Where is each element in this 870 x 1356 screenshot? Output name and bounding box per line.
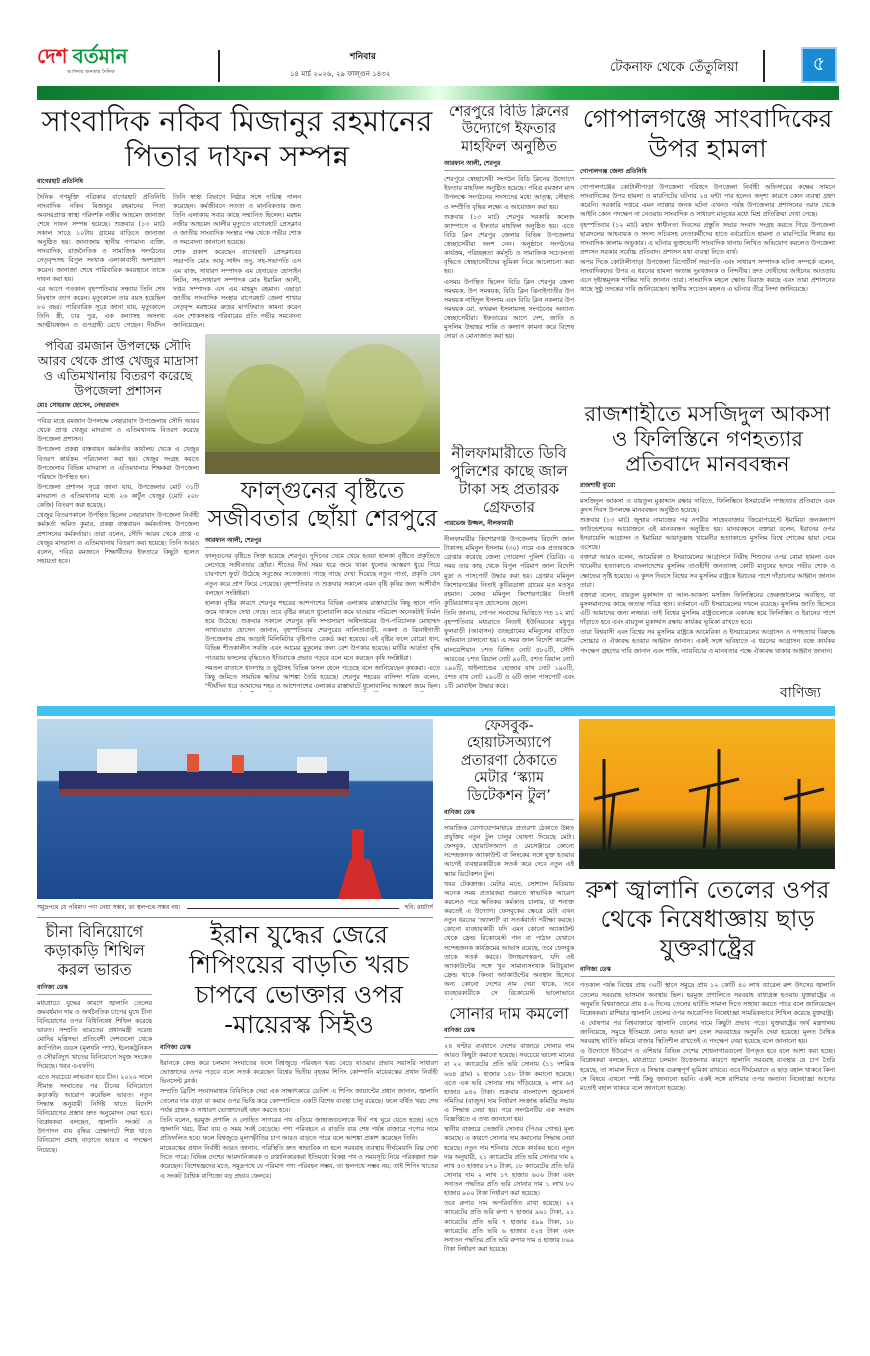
paragraph: উপজেলা প্রকল্প বাস্তবায়ন কর্মকর্তার কার্যালয় থেকে এ খেজুর বিতরণ কার্যক্রম পরিচালনা করা হয়। খেজুর সংগ্রহ করতে উপজেলার বিভিন্ন মাদরাসা ও এতিমখানার শিক্ষকরা উপজেলা পরিষদে উপস্থিত হন। — [37, 446, 199, 481]
article-body-gold — [444, 1042, 574, 1340]
headline-china: চীনা বিনিয়োগে কড়াকড়ি শিথিল করল ভারত — [44, 922, 145, 980]
paragraph: গোপালগঞ্জের কোটালীপাড়া উপজেলা পরিষদে উপজেলা নির্বাহী অফিসারের কক্ষের সামনে সাংবাদিকের উপর হামলা ও মারপিটের ঘটনার ২৪ ঘন্টা পার হলেও অদৃশ্য কারণে কোন ব্যবস্থা গ্রহণ করেনি। সরকারি দপ্তরে এমন ন্যাক্কার জনক ঘটনা এখনও পর্যন্ত উপজেলার প্রশাসনের তরফ থেকে আইনি কোন পদক্ষেপ না নেওয়ায় সাংবাদিক ও সাধারণ মানুষের মধ্যে মিশ্র প্রতিক্রিয়া দেখা গেছে। — [580, 184, 835, 219]
headline-iftar: শেরপুরে বিডি ক্লিনের উদ্যোগে ইফতার মাহফিল অনুষ্ঠিত — [448, 104, 570, 155]
paragraph: মসজিদুল আকসা ও বায়তুল মুকাদ্দাস রক্ষার দাবিতে, ফিলিস্তিনে ইসরায়েলি গণহত্যার প্রতিবাদে এবং কুদস দিবস উপলক্ষে মানববন্ধন অনুষ্ঠিত হয়েছে। — [580, 497, 835, 514]
paragraph: খবর টেকক্রাঞ্চ। মেটার মতে, সোশ্যাল মিডিয়ায় অনেক সময় প্রতারকরা শুরুতে স্বাভাবিক আচরণ করলেও পরে ক্ষতিকর কর্মকাণ্ড চালায়, যা শনাক্ত করতেই এ উদ্যোগ। ফেসবুকের ক্ষেত্রে মেটা এখন নতুন ধরনের 'অ্যালার্ট' বা সতর্কবার্তা পরীক্ষা করছে। কোনো ব্যবহারকারী যদি এমন কোনো অ্যাকাউন্ট থেকে ফ্রেন্ড রিকোয়েস্ট পান বা পাঠান যেখানে সন্দেহজনক কার্যক্রমের আভাস রয়েছে, তবে ফেসবুক তাকে সতর্ক করবে। উদাহরণস্বরূপ, যদি ওই অ্যাকাউন্টের সঙ্গে খুব সামান্যসংখ্যক মিউচুয়াল ফ্রেন্ড থাকে কিংবা অ্যাকাউন্টের অবস্থান হিসেবে অন্য কোনো দেশের নাম দেয়া থাকে, তবে ব্যবহারকারীকে সে রিকোয়েস্ট ভালোভাবে — [444, 880, 574, 998]
headline-dates: পবিত্র রমজান উপলক্ষে সৌদি আরব থেকে প্রাপ্ত খেজুর মাদ্রাসা ও এতিমখানায় বিতরণ করেছে উপজেলা প্রশাসন — [37, 338, 199, 398]
paragraph: ইরানকে কেন্দ্র করে চলমান সংঘাতের ফলে বিশ্বজুড়ে পরিবহন খরচ বেড়ে যাওয়ার প্রভাব সরাসরি সাধারণ ভোক্তাদের ওপর পড়বে বলে সতর্ক করেছেন বিশ্বের দ্বিতীয় বৃহত্তম শিপিং কোম্পানি মায়েরস্কের প্রধান নির্বাহী ভিনসেন্ট ক্লার্ক। — [160, 1060, 438, 1086]
paragraph: নীলফামারীর কিশোরগঞ্জ উপজেলায় বিদেশি জাল টাকাসহ মমিনুল ইসলাম (৩০) নামে এক প্রতারককে গ্রেপ্তার করেছে জেলা গোয়েন্দা পুলিশ (ডিবি)। এ সময় তার কাছ থেকে বিপুল পরিমাণ জাল বিদেশি মুদ্রা ও পাসপোর্ট উদ্ধার করা হয়। গ্রেপ্তার মমিনুল কিশোরগঞ্জের নিতাই কুটিরডাঙ্গা গ্রামের মৃত মতসুর রহমান। মেজর মমিনুল কিশোরগঞ্জের নিতাই কুটিরডাঙ্গার মৃত হোসেনের ছেলে। — [444, 536, 574, 607]
article-body-nakib — [37, 193, 437, 332]
headline-nilphamari: নীলফামারীতে ডিবি পুলিশের কাছে জাল টাকা সহ প্রতারক গ্রেফতার — [450, 444, 568, 516]
trees-illustration — [205, 334, 440, 474]
paragraph: তিনি জানায়, গোপন সংবাদের ভিত্তিতে গত ১২ মার্চ বৃহস্পতিবার মধ্যরাতে নিতাই ইউনিয়নের মধুপুর ফুলবাড়ী (আবাসন) গুচ্ছগ্রামের মমিনুলের বাড়িতে অভিযান চালানো হয়। এ সময় জাল বিদেশি কারেন্সি মালয়েশিয়ান ১শত রিঙ্গিত নোট ৫৮০টি, সৌদি আরবের ১শত রিয়াল নোট ৯০টি, ৫শত রিয়াল নোট ১৯০টি, থাইল্যান্ডের ১হাজার বাথ নোট ১৯০টি, ৫শত বাথ নোট ২৯০টি ও ৬টি জাল পাসপোর্ট এবং ১টি মোবাইল উদ্ধার করে। — [444, 610, 574, 690]
paragraph: উপজেলা প্রশাসন সূত্রে জানা যায়, উপজেলার মোট ৩১টি মাদরাসা ও এতিমখানার মধ্যে ২৬ কার্টুন খেজুর (মোট ২০৮ কেজি) বিতরণ করা হয়েছে। — [37, 483, 199, 510]
photo-credit: ছবি: রয়টার্স — [404, 904, 433, 911]
paragraph: তবে রুপার দাম অপরিবর্তিত রাখা হয়েছে। ২২ ক্যারেটের প্রতি ভরি রুপা ৭ হাজার ৯৬১ টাকা, ২১ ক্যারেটের প্রতি ভরি ৭ হাজার ৫৯৯ টাকা, ১৮ ক্যারেটের প্রতি ভরি ৬ হাজার ৫২৪ টাকা এবং সনাতন পদ্ধতির প্রতি ভরি রুপার দাম ৪ হাজার ৮৯৯ টাকা নির্ধারণ করা হয়েছে। — [444, 1200, 574, 1253]
logo-text-red: দেশ — [37, 44, 68, 68]
byline: আরফান আলী, শেরপুর — [205, 536, 440, 548]
paragraph: খেজুর বিতরণকালে উপস্থিত ছিলেন নেছারাবাদ উপজেলা নির্বাহী কর্মকর্তা অমিত কুমার, প্রকল্প বাস্তবায়ন কর্মকর্তাসহ উপজেলা প্রশাসনের কর্মকর্তারা। তারা বলেন, সৌদি আরব থেকে প্রাপ্ত এ খেজুর মাদরাসা ও এতিমখানায় বিতরণ করা হয়েছে। তিনি আরও বলেন, পবিত্র রমজানে শিক্ষার্থীদের ইফতারে কিছুটা হলেও সহায়তা হবে। — [37, 512, 199, 565]
article-china — [37, 922, 152, 1340]
article-body-rajshahi — [580, 497, 835, 682]
paragraph: স্থানীয় বাজারে তেজাবি সোনার (পিওর গোল্ড) মূল্য কমেছে। এ কারণে সোনার দাম কমানোর সিদ্ধান্ত নেয়া হয়েছে। নতুন দাম শনিবার থেকে কার্যকর হবে। নতুন দাম অনুযায়ী, ২১ ক্যারেটের প্রতি ভরি সোনার দাম ২ লাখ ৫৩ হাজার ৮৭০ টাকা, ১৮ ক্যারেটের প্রতি ভরি সোনার দাম ২ লাখ ১৭ হাজার ৬০৬ টাকা এবং সনাতন পদ্ধতির প্রতি ভরি সোনার দাম ১ লাখ ৮০ হাজার ৯০০ টাকা নির্ধারণ করা হয়েছে। — [444, 1126, 574, 1198]
divider — [37, 917, 433, 918]
article-rajshahi — [580, 402, 835, 682]
article-body-meta — [444, 824, 574, 1000]
oil-pumps-photo — [579, 719, 835, 869]
paragraph: গতকাল পর্যন্ত বিশ্বের প্রায় ৩০টি স্থানে সমুদ্রে প্রায় ১২ কোটি ৪০ লাখ ব্যারেল রুশ উৎসের জ্বালানি তেলের সরবরাহ ভাসমান অবস্থায় ছিল। হরমুজ প্রণালিতে সরবরাহ বাধাগ্রস্ত হওয়ায় যুক্তরাষ্ট্রের এ অনুমতি বিশ্ববাজারে প্রায় ৫-৬ দিনের তেলের ঘাটতি সামাল দিতে সাহায্য করতে পারে বলে জানিয়েছেন বিশ্লেষকরা। রাশিয়ার জ্বালানি তেলের ওপর আরোপিত নিষেধাজ্ঞা সাময়িকভাবে শিথিল করেছে যুক্তরাষ্ট্র। — [580, 982, 835, 1017]
headline-rain: ফাল্গুনের বৃষ্টিতে সজীবতার ছোঁয়া শেরপুরে — [207, 478, 438, 532]
photo-caption: সমুদ্রপথে যে পরিমাণ পণ্য নেয়া সম্ভব, তা স্থলপথে সম্ভব নয়। — [37, 904, 181, 911]
article-body-china — [37, 999, 152, 1340]
photo-caption-line — [37, 902, 433, 914]
byline: বাগেরহাট প্রতিনিধি — [37, 177, 165, 189]
paragraph: বক্তারা বলেন, বায়তুল মুকাদ্দাস বা আল-আকসা মসজিদ ফিলিস্তিনের জেরুজালেমে অবস্থিত, যা মুসলমানদের কাছে অত্যন্ত পবিত্র স্থান। বর্তমানে এটি ইসরায়েলের দখলে রয়েছে। মুসলিম জাতি হিসেবে এটি আমাদের জন্য লজ্জার। তাই বিশ্বের মুসলিম রাষ্ট্রগুলোকে একাবদ্ধ হয়ে ফিলিস্তিন ও ইরানের পাশে দাঁড়াতে হবে এবং বায়তুল মুকাদ্দাস রক্ষায় কার্যকর ভূমিকা রাখতে হবে। — [580, 591, 835, 627]
headline-maersk: ইরান যুদ্ধের জেরে শিপিংয়ের বাড়তি খরচ চাপবে ভোক্তার ওপর -মায়েরস্ক সিইও — [189, 920, 409, 1039]
article-dates — [37, 338, 199, 692]
article-iftar — [444, 104, 574, 440]
article-body-iftar — [444, 175, 574, 440]
header-divider — [763, 50, 765, 82]
paragraph: শেরপুরে স্বেচ্ছাসেবী সংগঠন বিডি ক্লিনের উদ্যোগে ইফতার মাহফিল অনুষ্ঠিত হয়েছে। পবিত্র রমজান মাস উপলক্ষে সংগঠনের সদস্যদের মধ্যে আতৃত্ব, সৌহার্দ্য ও সম্প্রীতি বৃদ্ধির লক্ষ্যে এ আয়োজন করা হয়। — [444, 176, 574, 211]
article-body-rain — [205, 552, 440, 692]
headline-rajshahi: রাজশাহীতে মসজিদুল আকসা ও ফিলিস্তিনে গণহত্যার প্রতিবাদে মানববন্ধন — [584, 402, 831, 477]
logo-tagline: আপনার জনতার দৈনিক — [67, 69, 115, 75]
header-date: ১৪ মার্চ ২০২৬, ২৯ ফাল্গুন ১৪৩২ — [290, 70, 391, 78]
header-slogan: টেকনাফ থেকে তেঁতুলিয়া — [610, 60, 739, 75]
logo-text-green: বর্তমান — [72, 44, 128, 68]
paragraph: এর আগে গতকাল বৃহস্পতিবার সন্ধ্যায় তিনি শেষ নিঃশ্বাস ত্যাগ করেন। মৃত্যুকালে তার বয়স হয়েছিল ৮০ বছর। পারিবারিক সূত্রে জানা যায়, মৃত্যুকালে তিনি স্ত্রী, চার পুত্র, এক কন্যাসহ অসংখ্য আত্মীয়স্বজন ও গুণগ্রাহী রেখে গেছেন। দীর্ঘদিন তিনি স্বাস্থ্য বিভাগে নিষ্ঠার সঙ্গে দায়িত্ব পালন করেছেন। কর্মজীবনে সততা ও মানবিকতার জন্য তিনি এলাকায় সবার কাছে সম্মানিত ছিলেন। মরহুম নজীর আহমেদ আলীর মৃত্যুতে বাগেরহাট প্রেসক্লাব ও জাতীয় সাংবাদিক সংস্থার পক্ষ থেকে গভীর শোক ও সমবেদনা জানানো হয়েছে। — [37, 193, 301, 330]
paragraph: সম্প্রতি ব্রিটিশ সংবাদমাধ্যম বিবিসিকে দেয়া এক সাক্ষাৎকারে ডেনিশ এ শিপিং জায়ান্টের প্রধান জানান, জ্বালানি তেলের দাম বাড়া বা কমার ওপর ভিত্তি করে কোম্পানিতে একটি বিশেষ ব্যবস্থা চালু রয়েছে। ফলে বর্ধিত খরচ শেষ পর্যন্ত গ্রাহক ও সাধারণ ভোক্তাদেরই বহন করতে হবে। — [160, 1088, 438, 1114]
headline-gold: সোনার দাম কমলো — [449, 1004, 569, 1023]
byline: মোঃ সোহরাফ হোসেন, নেছারাবাদ — [37, 401, 199, 413]
article-rain — [205, 478, 440, 692]
byline: পারভেজ উজ্জল, নীলফামারী — [444, 519, 574, 531]
ship-illustration — [37, 719, 433, 899]
paragraph: হালকা বৃষ্টির কারণে শেরপুর শহরের আশপাশের বিভিন্ন এলাকায় রাস্তাঘাটের কিছু স্থানে পানি জমে থাকতে দেখা গেছে। তবে বৃষ্টির কারণে ধুলোবালি কমে যাওয়ায় পরিবেশ অনেকটাই নির্মল হয়ে উঠেছে। শুক্রবার সকালে শেরপুর কৃষি সম্প্রসারণ অধিদপ্তরের উপ-পরিচালক মোহাম্মদ সাখাওয়াত হোসেন জানান, বৃহস্পতিবার শেরপুরের নালিতাবাড়ী, নকলা ও ঝিনাইগাতী উপজেলায় প্রায় আড়াই মিলিমিটার বৃষ্টিপাত রেকর্ড করা হয়েছে। এই বৃষ্টির ফলে বোরো ধান, বিভিন্ন শীতকালীন সবজি এবং আমের মুকুলের জন্য বেশ উপকার হয়েছে। মাটির আর্দ্রতা বৃদ্ধি পাওয়ায় ফসলের বৃদ্ধিতেও ইতিবাচক প্রভাব পড়বে বলে মনে করছেন কৃষি সংশ্লিষ্টরা। — [205, 599, 440, 662]
article-body-russia — [580, 981, 835, 1340]
paragraph: সামাজিক যোগাযোগমাধ্যমে প্রতারণা ঠেকাতে উন্নত প্রযুক্তির নতুন টুল চালুর ঘোষণা দিয়েছে মেটা। ফেসবুক, হোয়াটসঅ্যাপ ও মেসেঞ্জারে কোনো সন্দেহজনক অ্যাকাউন্ট বা লিংকের সঙ্গে যুক্ত হওয়ার আগেই ব্যবহারকারীকে সতর্ক করে দেবে নতুন এই স্ক্যাম ডিটেকশন টুল। — [444, 824, 574, 878]
byline: বাণিজ্য ডেস্ক — [444, 808, 574, 820]
trees-photo — [205, 334, 440, 474]
article-meta — [444, 718, 574, 1000]
byline: গোপালগঞ্জ জেলা প্রতিনিধি — [580, 167, 835, 179]
byline: আরফান আলী, শেরপুর — [444, 159, 574, 171]
oil-pump-illustration — [579, 719, 835, 869]
byline: বাণিজ্য ডেস্ক — [444, 1026, 574, 1038]
paragraph: সমতল বাতাসে ধানগাছ ও ভুট্টাসহ বিভিন্ন ফসল হেলে পড়েছে বলে জানিয়েছেন কৃষকরা। এতে কিছু জমিতে সাময়িক ক্ষতির আশঙ্কা তৈরি হয়েছে। শেরপুর শহরের বাসিন্দা শরিফ বলেন, "দীর্ঘদিন ধরে আমাদের শহর ও আশেপাশের এলাকার রাস্তাঘাটে ধুলোবালির আস্তরণ জমে ছিল। — [205, 664, 440, 690]
paragraph: অপর দিকে কোটালীপাড়া উপজেলা রিপোর্টার্স সভাপতি এবং সাধারণ সম্পাদক ঘটনা সম্পর্কে বলেন, সাংবাদিকদের উপর এ ধরনের হামলা অত্যন্ত দুঃখজনক ও নিন্দনীয়। দ্রুত দোষীদের আইনের আওতায় এনে দৃষ্টান্তমূলক শাস্তির দাবি জানান তারা। সাংবাদিক মহলে ক্ষোভ বিরাজ করছে এবং তারা প্রশাসনের কাছে সুষ্ঠু তদন্তের দাবি জানিয়েছেন। স্থানীয় সচেতন মহলও এ ঘটনার তীব্র নিন্দা জানিয়েছে। — [580, 259, 835, 294]
article-maersk — [160, 920, 438, 1340]
paragraph: শুক্রবার (১৩ মার্চ) জুম্মার নামাজের পর নগরীর সাহেববাজার জিরোপয়েন্টে ইমামিয়া জনকল্যাণ ফাউন্ডেশনের আয়োজনে এই মানববন্ধন অনুষ্ঠিত হয়। মানববন্ধনে বক্তারা বলেন, ইরানের ওপর ইসরায়েলি আগ্রাসন ও ইমামিয়া আয়াতুল্লাহ খামেনীর হত্যাকাণ্ডে মুসলিম বিশ্বে শোকের ছায়া নেমে এসেছে। — [580, 516, 835, 552]
paragraph: বৃহস্পতিবার (১২ মার্চ) মহান স্বাধীনতা দিবসের প্রস্তুতি সভার সংবাদ সংগ্রহ করতে গিয়ে উপজেলা ছাত্রদলের আহবায়ক ও সদস্য সচিবসহ নেতাকর্মীদের হাতে বর্বরোচিত হামলা ও মারপিটের শিকার হয় সাংবাদিক কালাম অভুকার। এ ঘটনার ভুক্তভোগী সাংবাদিক থানায় লিখিত অভিযোগ করলেও উপজেলা প্রশাসন সরকার সর্বোচ্চ প্রতিবাদ। প্রশাসন যথা ব্যবস্থা নিতে ব্যর্থ। — [580, 221, 835, 256]
header-day: শনিবার — [350, 52, 376, 62]
article-gold — [444, 1004, 574, 1340]
headline-russia: রুশ জ্বালানি তেলের ওপর থেকে নিষেধাজ্ঞায় ছাড় যুক্তরাষ্ট্রের — [585, 876, 830, 962]
paragraph: এ উদ্যোগে ইউরোপ ও এশিয়ার বিভিন্ন দেশের শোধনাগারগুলো উপকৃত হবে বলে আশা করা হচ্ছে। বিশ্লেষকরা বলছেন, মধ্যপ্রাচ্যে চলমান উত্তেজনার কারণে জ্বালানি সরবরাহ ব্যবস্থায় যে চাপ তৈরি হয়েছে, তা সামাল দিতে এ সিদ্ধান্ত গুরুত্বপূর্ণ ভূমিকা রাখবে। তবে দীর্ঘমেয়াদে এ ছাড় বহাল থাকবে কিনা সে বিষয়ে এখনো স্পষ্ট কিছু জানানো হয়নি। একই সঙ্গে রাশিয়ার ওপর অন্যান্য নিষেধাজ্ঞা আগের মতোই বহাল থাকবে বলে জানানো হয়েছে। — [580, 1048, 835, 1092]
masthead-logo — [37, 44, 157, 80]
headline-meta: ফেসবুক-হোয়াটসঅ্যাপে প্রতারণা ঠেকাতে মেটার ‘স্ক্যাম ডিটেকশন টুল’ — [460, 718, 558, 804]
paragraph: মায়েরস্কের প্রধান নির্বাহী আরও জানান, পরিস্থিতি দ্রুত স্বাভাবিক না হলে সরবরাহ ব্যবস্থায় দীর্ঘমেয়াদি বিঘ্ন দেখা দিতে পারে। বিভিন্ন দেশের আমদানিকারক ও রপ্তানিকারকরা ইতিমধ্যে বিকল্প পথ ও সময়সূচি নিয়ে পরিকল্পনা শুরু করেছেন। বিশেষজ্ঞদের মতে, সমুদ্রপথে যে পরিমাণ পণ্য পরিবহন সম্ভব, তা স্থলপথে সম্ভব নয়; তাই শিপিং খাতের এ সংকট বৈশ্বিক বাণিজ্যে বড় প্রভাব ফেলবে। — [160, 1145, 438, 1180]
section-label-commerce: বাণিজ্য — [780, 685, 821, 701]
paragraph: এসময় উপস্থিত ছিলেন বিডি ক্লিন শেরপুর জেলা সমন্বয়ক, উপ সমন্বয়ক, বিডি ক্লিন ঝিনাইগাতীর উপ সমন্বয়ক নাহিদুল ইসলাম এবং বিডি ক্লিন নকলার উপ সমন্বয়ক মো. ফখরুল ইসলামসহ সংগঠনের অন্যান্য স্বেচ্ছাসেবীরা। ইফতারের আগে দেশ, জাতি ও মুসলিম উম্মাহর শান্তি ও কল্যাণ কামনা করে বিশেষ দোয়া ও মোনাজাত করা হয়। — [444, 278, 574, 341]
header-green-band — [37, 86, 839, 100]
byline: বাণিজ্য ডেস্ক — [37, 983, 152, 995]
paragraph: তারা বিশ্ববাসী এবং বিশ্বের সব মুসলিম রাষ্ট্রকে আমেরিকা ও ইসরায়েলের আগ্রাসন ও গণহত্যার বিরুদ্ধে সোচ্চার ও ঐক্যবদ্ধ হওয়ার আহ্বান জানান। একই সঙ্গে ভবিষ্যতে এ ধরনের আগ্রাসন বন্ধে কার্যকর পদক্ষেপ গ্রহণের দাবি জানান এবং শান্তি, ন্যায়বিচার ও মানবতার পক্ষে ঐক্যবদ্ধ থাকার আহ্বান জানান। — [580, 629, 835, 655]
article-body-gopalganj — [580, 183, 835, 396]
paragraph: তিনি বলেন, হরমুজ প্রণালি ও লোহিত সাগরের পথ এড়িয়ে জাহাজগুলোকে দীর্ঘ পথ ঘুরে যেতে হচ্ছে। এতে জ্বালানি খরচ, বীমা ব্যয় ও সময় সবই বেড়েছে। পণ্য পরিবহনে এ বাড়তি ব্যয় শেষ পর্যন্ত বাজারে পণ্যের দামে প্রতিফলিত হবে। ফলে বিশ্বজুড়ে মূল্যস্ফীতির চাপ আরও বাড়তে পারে বলে আশঙ্কা প্রকাশ করেছেন তিনি। — [160, 1116, 438, 1142]
section-blue-band — [37, 706, 835, 716]
byline: বাণিজ্য ডেস্ক — [580, 965, 835, 977]
caption-rule — [187, 908, 399, 909]
paragraph: দৈনিক গণমুক্তি পত্রিকার বাগেরহাট প্রতিনিধি সাংবাদিক নকিব মিজানুর রহমানের পিতা অবসরপ্রাপ্ত স্বাস্থ্য পরিদর্শক নজীর আহমেদ জানাজা শেষে দাফন সম্পন্ন হয়েছে। শুক্রবার (১৩ মার্চ) সকাল সাড়ে ১০টায় গ্রামের বাড়িতে জানাজা অনুষ্ঠিত হয়। জানাজায় স্থানীয় গণ্যমান্য ব্যক্তি, সাংবাদিক, রাজনৈতিক ও সামাজিক সংগঠনের নেতৃবৃন্দসহ বিপুল সংখ্যক এলাকাবাসী অংশগ্রহণ করেন। জানাজা শেষে পারিবারিক কবরস্থানে তাকে দাফন করা হয়। — [37, 193, 165, 283]
byline: বাণিজ্য ডেস্ক — [160, 1043, 438, 1055]
paragraph: শুক্রবার (১৩ মার্চ) শেরপুর সরকারি কলেজ ক্যাম্পাসে এ ইফতার মাহফিল অনুষ্ঠিত হয়। এতে বিডি ক্লিন শেরপুর জেলার বিভিন্ন উপজেলার স্বেচ্ছাসেবীরা অংশ নেন। অনুষ্ঠানে সংগঠনের কার্যক্রম, পরিচ্ছন্নতা কর্মসূচি ও সামাজিক সচেতনতা বৃদ্ধিতে স্বেচ্ছাসেবীদের ভূমিকা নিয়ে আলোচনা করা হয়। — [444, 213, 574, 276]
headline-gopalganj: গোপালগঞ্জে সাংবাদিকের উপর হামলা — [582, 104, 833, 163]
paragraph: ফাল্গুনের বৃষ্টিতে সিক্ত হয়েছে শেরপুর। দুদিনের থেমে থেমে হওয়া হালকা বৃষ্টিতে প্রকৃতিতে লেগেছে সজীবতার ছোঁয়া। শীতের দীর্ঘ সময় ধরে জমে থাকা ধুলোর আস্তরণ ধুয়ে গিয়ে চারপাশে ফুটে উঠেছে সবুজের সতেজতা। গাছে গাছে দেখা দিয়েছে নতুন পাতা, প্রকৃতি যেন নতুন করে প্রাণ ফিরে পেয়েছে। বৃহস্পতিবার ও শুক্রবার সকালে এমন বৃষ্টি কৃষির জন্য আশীর্বাদ বলছেন সংশ্লিষ্টরা। — [205, 553, 440, 597]
paragraph: শোক প্রকাশ করেছেন বাগেরহাট প্রেসক্লাবের সভাপতি মোঃ আবু সাঈদ তনু, সহ-সভাপতি এস এম রাজ, সাধারণ সম্পাদক এম হেদায়েত হোসাইন লিটন, সহ-সাধারণ সম্পাদক মোঃ ইয়ামিন আলী, দপ্তর সম্পাদক এস এম মাহমুদ রহমান। এছাড়া জাতীয় সাংবাদিক সংস্থার বাগেরহাট জেলা শাখার নেতৃবৃন্দ মরহুমের রুহের মাগফিরাত কামনা করেন এবং শোকসন্তপ্ত পরিবারের প্রতি গভীর সমবেদনা জানিয়েছেন। — [173, 249, 301, 330]
paragraph: ২৪ ঘণ্টার ব্যবধানে দেশের বাজারে সোনার দাম আরও কিছুটা কমানো হয়েছে। সবচেয়ে ভালো মানের বা ২২ ক্যারেটের প্রতি ভরি সোনায় (১১ দশমিক ৬৬৪ গ্রাম) ২ হাজার ১৫৮ টাকা কমানো হয়েছে। এতে এক ভরি সোনার দাম দাঁড়িয়েছে ২ লাখ ৬৫ হাজার ৯৪০ টাকা। শুক্রবার বাংলাদেশ জুয়েলার্স সমিতির (বাজুস) দাম নির্ধারণ সংক্রান্ত কমিটির সভায় এ সিদ্ধান্ত নেয়া হয়। পরে সংগঠনটির এক সংবাদ বিজ্ঞপ্তিতে এ তথ্য জানানো হয়। — [444, 1043, 574, 1124]
article-body-nilphamari — [444, 535, 574, 692]
article-gopalganj — [580, 104, 835, 396]
paragraph: এ ঘোষণার পর বিশ্ববাজারে জ্বালানি তেলের দামে কিছুটা প্রভাব পড়ে। যুক্তরাষ্ট্রের অর্থ মন্ত্রণালয় জানিয়েছে, সমুদ্রে ইতিমধ্যে লোড হওয়া রুশ তেল সরবরাহের অনুমতি দেয়া হয়েছে। মূলত বৈশ্বিক সরবরাহ ঘাটতি কমিয়ে বাজার স্থিতিশীল রাখতেই এ পদক্ষেপ নেয়া হয়েছে বলে জানানো হয়। — [580, 1019, 835, 1046]
headline-nakib: সাংবাদিক নকিব মিজানুর রহমানের পিতার দাফন সম্পন্ন — [41, 104, 433, 173]
paragraph: এতে সবচেয়ে লাভবান হবে চীন। ২০২০ সালে সীমান্ত সংঘাতের পর চীনের বিনিয়োগে কড়াকড়ি আরোপ করেছিল ভারত। নতুন সিদ্ধান্ত অনুযায়ী নির্দিষ্ট খাতে বিদেশি বিনিয়োগের প্রস্তাব দ্রুত অনুমোদন দেয়া হবে। বিশ্লেষকরা বলছেন, জ্বালানি সংকট ও উৎপাদন ব্যয় বৃদ্ধির প্রেক্ষাপটে শিল্প খাতে বিনিয়োগ প্রবাহ বাড়াতে ভারত এ পদক্ষেপ নিয়েছে। — [37, 1073, 152, 1154]
paragraph: বক্তারা আরও বলেন, আমেরিকা ও ইসরায়েলের আগ্রাসনে নিরীহ শিশুদের ওপর বোমা হামলা এবং খামেনীর হত্যাকাণ্ডে বাংলাদেশের মুসলিম তাওহীদী জনতাসহ কোটি মানুষের হৃদয়ে গভীর শোক ও ক্ষোভের সৃষ্টি হয়েছে। এ কুদস দিবসে বিশ্বের সব মুসলিম রাষ্ট্রকে ইরানের পাশে দাঁড়ানোর আহ্বান জানান তারা। — [580, 554, 835, 589]
logo-wordmark — [37, 44, 157, 68]
header-divider — [218, 50, 220, 82]
ship-photo — [37, 719, 433, 899]
article-nilphamari — [444, 444, 574, 692]
article-body-maersk — [160, 1059, 438, 1340]
article-body-dates — [37, 417, 199, 692]
article-russia — [580, 876, 835, 1340]
article-nakib — [37, 104, 437, 332]
paragraph: পবিত্র মাহে রমজান উপলক্ষে নেছারাবাদ উপজেলায় সৌদি আরব থেকে প্রাপ্ত খেজুর মাদরাসা ও এতিমখানায় বিতরণ করেছে উপজেলা প্রশাসন। — [37, 418, 199, 444]
page-number: ৫ — [801, 47, 837, 83]
paragraph: মধ্যপ্রাচ্যে যুদ্ধের কারণে জ্বালানি তেলের ক্রমবর্ধমান দাম ও অর্থনৈতিক চাপের মুখে চীনা বিনিয়োগের ওপর বিধিনিষেধ শিথিল করেছে ভারত। সম্প্রতি ভারতের প্রধানমন্ত্রী নরেন্দ্র মোদির মন্ত্রিসভা প্রতিবেশী দেশগুলো থেকে ক্যাপিটাল গুডস (মূলধনি পণ্য), ইলেকট্রনিকস ও সৌরবিদ্যুৎ খাতের বিনিয়োগে সবুজ সংকেত দিয়েছে। খবর এএফপি। — [37, 999, 152, 1071]
byline: রাজশাহী ব্যুরো — [580, 481, 835, 493]
